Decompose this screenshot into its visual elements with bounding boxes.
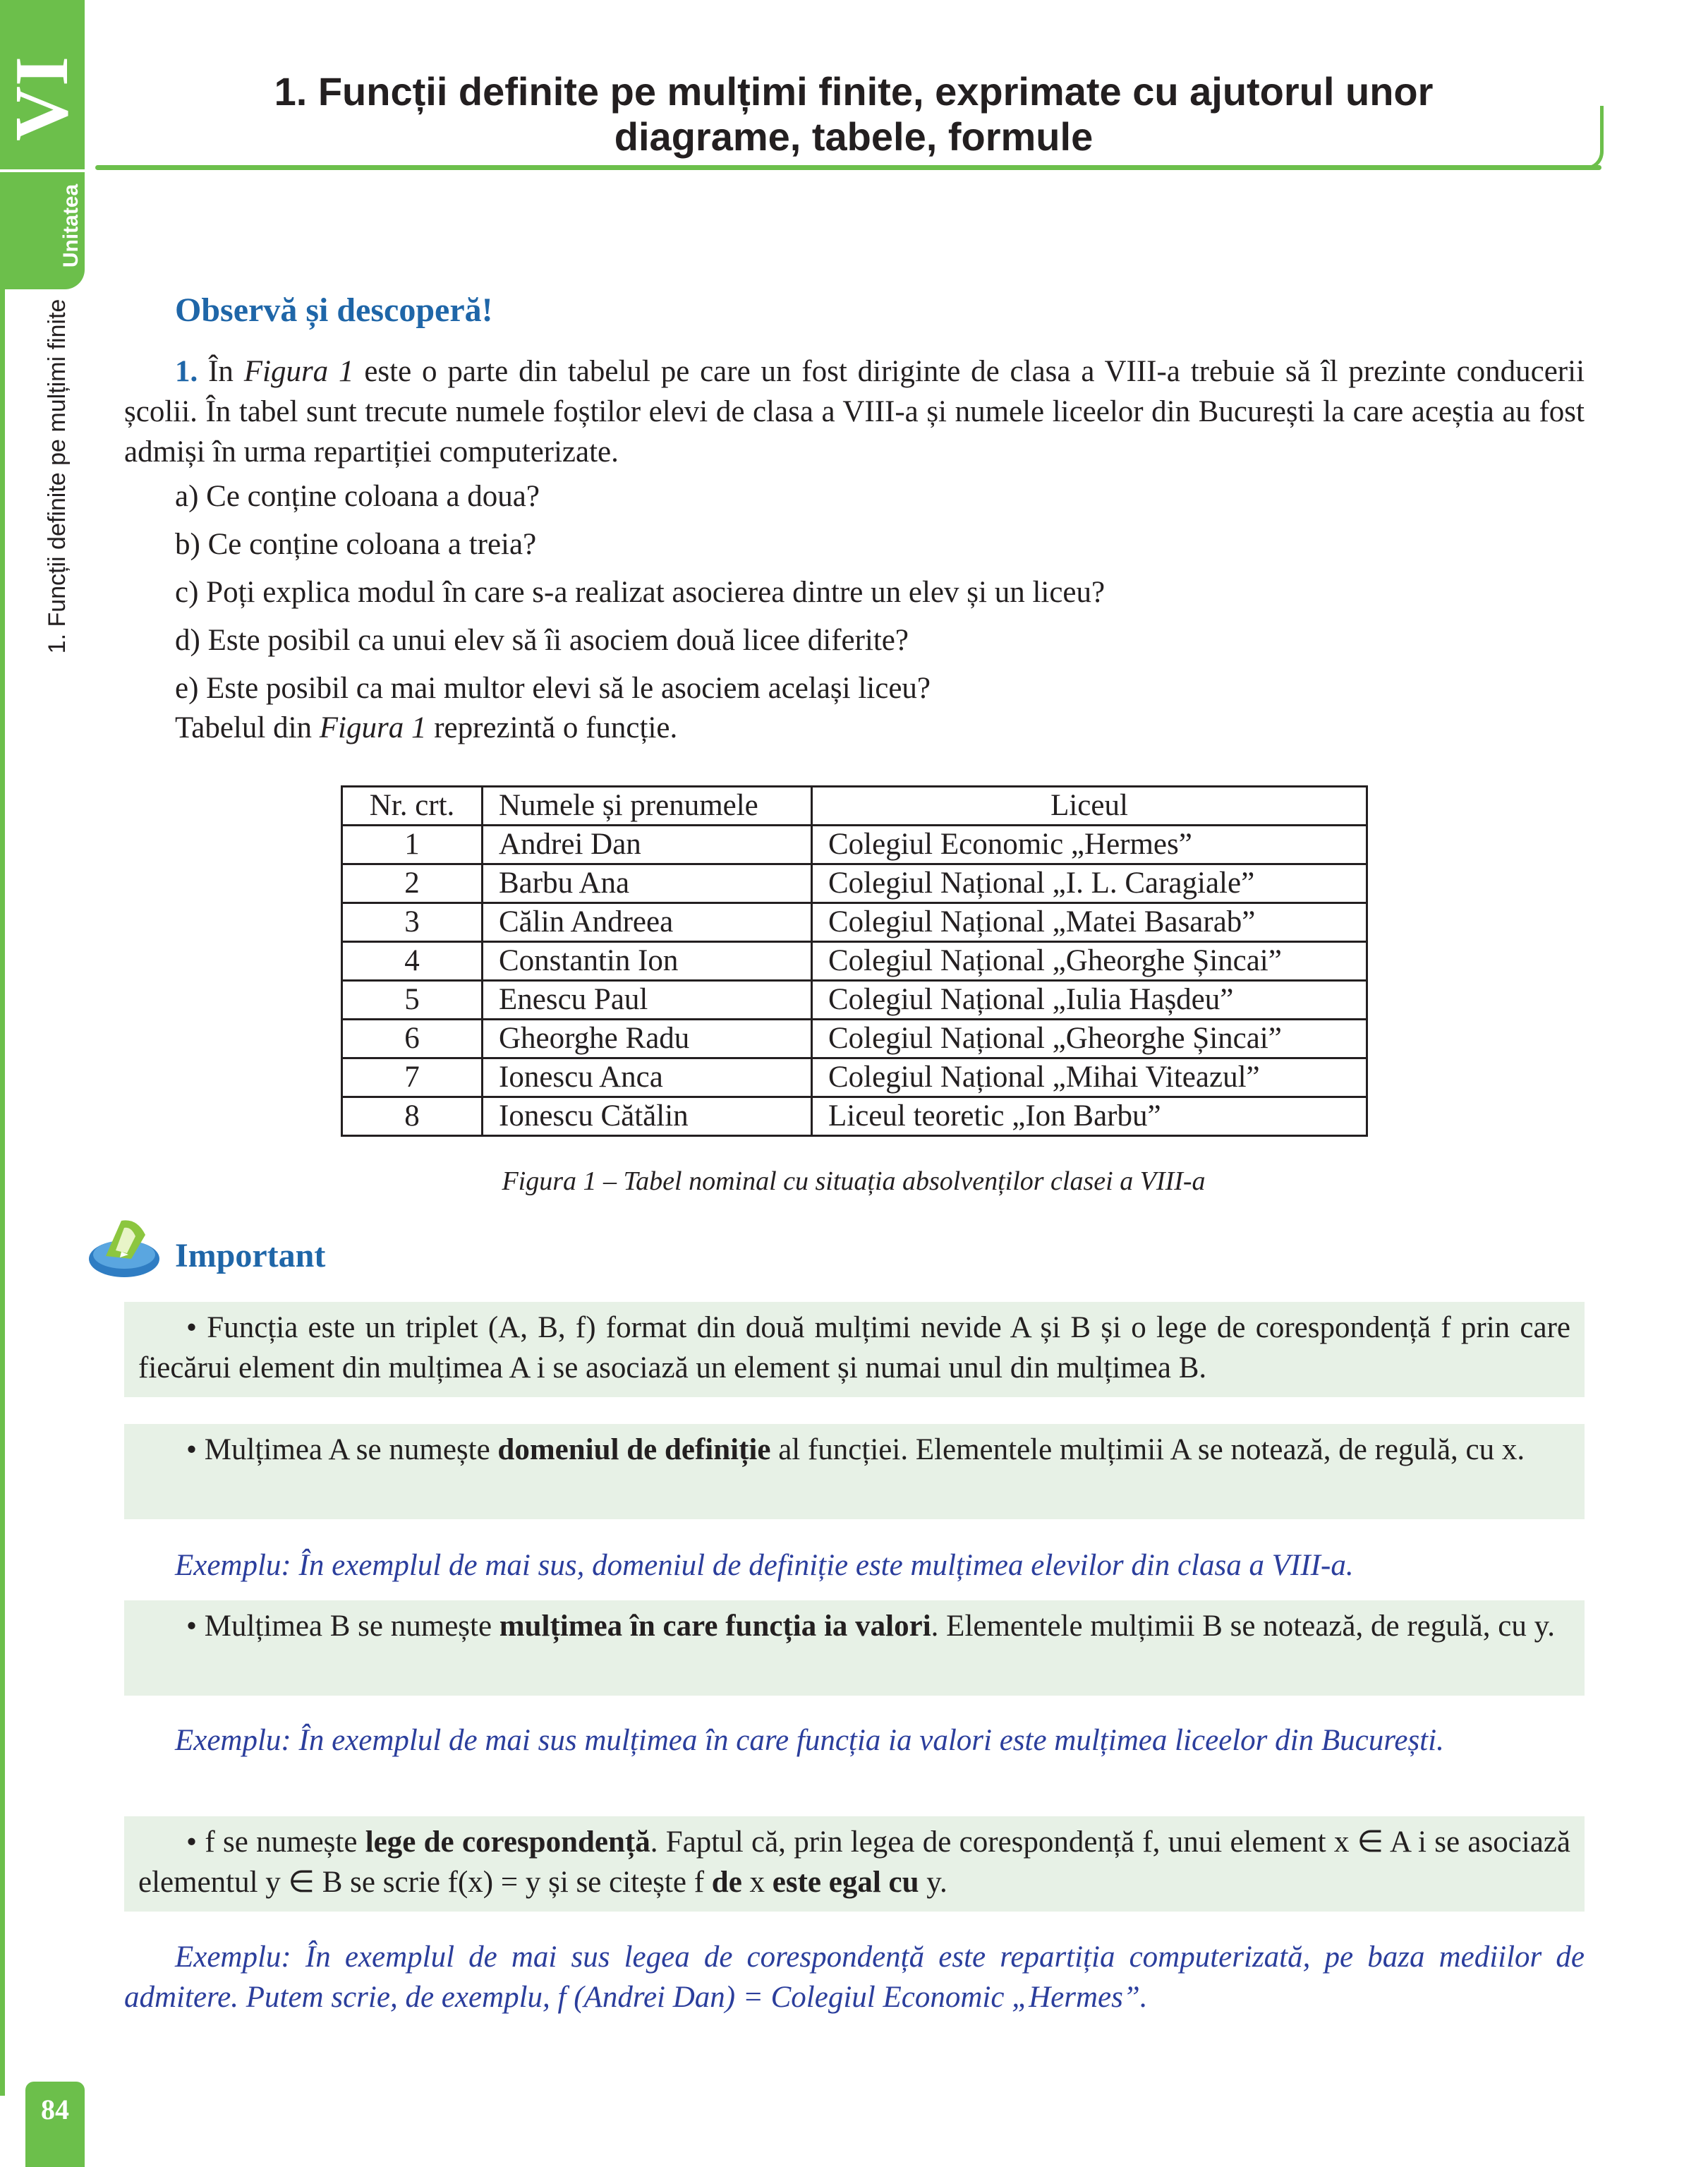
- table-row: [342, 1097, 1367, 1136]
- domain-text-a: • Mulțimea A se numește: [186, 1433, 498, 1466]
- cell-name: Ionescu Anca: [483, 1058, 812, 1097]
- cell-nr: 7: [342, 1058, 483, 1097]
- correspondence-equal: este egal cu: [772, 1866, 919, 1899]
- cell-name: Constantin Ion: [483, 942, 812, 981]
- header-name: Numele și prenumele: [483, 787, 812, 826]
- observe-heading: Observă și descoperă!: [175, 291, 493, 329]
- page-number: 84: [25, 2082, 85, 2167]
- title-underline: [95, 165, 1601, 170]
- example-codomain: Exemplu: În exemplul de mai sus mulțimea în care funcția ia valori este mulțimea liceelor din București.: [175, 1724, 1444, 1757]
- correspondence-text-a: • f se numește: [186, 1825, 365, 1859]
- definition-box-codomain: [124, 1600, 1585, 1696]
- cell-nr: 1: [342, 826, 483, 864]
- correspondence-term: lege de corespondență: [365, 1825, 650, 1859]
- page-title-line-1: 1. Funcții definite pe mulțimi finite, exprimate cu ajutorul unor: [274, 69, 1434, 114]
- unit-tab-divider: [0, 169, 85, 172]
- question-a: a) Ce conține coloana a doua?: [175, 480, 540, 513]
- cell-name: Enescu Paul: [483, 981, 812, 1020]
- domain-text-b: al funcției. Elementele mulțimii A se notează, de regulă, cu x.: [770, 1433, 1525, 1466]
- domain-term: domeniul de definiție: [497, 1433, 771, 1466]
- definition-box-function: • Funcția este un triplet (A, B, f) format din două mulțimi nevide A și B și o lege de corespondență f prin care fiecărui element din mulțimea A i se asociază un element și numai unul din mulțimea B.: [124, 1302, 1585, 1397]
- cell-school: Colegiul Național „Gheorghe Șincai”: [812, 1020, 1367, 1058]
- correspondence-text-b: . Faptul că, prin legea de corespondență f, unui element x ∈ A i se asociază elementul y ∈ B se scrie f(x) = y și se citește f: [138, 1825, 1571, 1899]
- intro-text-b: este o parte din tabelul pe care un fost diriginte de clasa a VIII-a trebuie să îl prezinte conducerii școlii. În tabel sunt trecute numele foștilor elevi de clasa a VIII-a și numele liceelor din București la care aceștia au fost admiși în urma repartiției computerizate.: [124, 355, 1585, 469]
- header-nr: Nr. crt.: [342, 787, 483, 826]
- important-icon: [85, 1215, 169, 1283]
- question-c: c) Poți explica modul în care s-a realizat asocierea dintre un elev și un liceu?: [175, 576, 1106, 609]
- codomain-text-a: • Mulțimea B se numește: [186, 1610, 499, 1643]
- cell-school: Colegiul Național „I. L. Caragiale”: [812, 864, 1367, 903]
- question-d: d) Este posibil ca unui elev să îi asociem două licee diferite?: [175, 624, 909, 657]
- page-title: [183, 69, 1524, 159]
- table-row: [342, 903, 1367, 942]
- codomain-term: mulțimea în care funcția ia valori: [499, 1610, 931, 1643]
- intro-figure-ref: Figura 1: [243, 355, 354, 388]
- conclusion-figure-ref: Figura 1: [319, 711, 427, 744]
- correspondence-text-c: x: [741, 1866, 773, 1899]
- definition-box-domain: [124, 1424, 1585, 1519]
- correspondence-de: de: [711, 1866, 742, 1899]
- example-correspondence: Exemplu: În exemplul de mai sus legea de corespondență este repartiția computerizată, pe baza mediilor de admitere. Putem scrie, de exemplu, f (Andrei Dan) = Colegiul Economic „Hermes”.: [124, 1940, 1585, 2014]
- cell-school: Colegiul Național „Iulia Hașdeu”: [812, 981, 1367, 1020]
- important-heading: Important: [175, 1237, 326, 1274]
- correspondence-text-d: y.: [919, 1866, 947, 1899]
- side-chapter-title: 1. Funcții definite pe mulțimi finite: [44, 298, 71, 654]
- cell-name: Gheorghe Radu: [483, 1020, 812, 1058]
- title-frame-corner: [1579, 106, 1604, 170]
- exercise-number: 1.: [175, 355, 198, 388]
- cell-nr: 3: [342, 903, 483, 942]
- table-caption: Figura 1 – Tabel nominal cu situația absolvenților clasei a VIII-a: [502, 1166, 1206, 1196]
- header-school: Liceul: [812, 787, 1367, 826]
- question-e: e) Este posibil ca mai multor elevi să le asociem același liceu?: [175, 672, 931, 705]
- table-row: [342, 826, 1367, 864]
- intro-text-a: În: [208, 355, 244, 388]
- cell-nr: 8: [342, 1097, 483, 1136]
- students-table: [341, 785, 1368, 1137]
- table-row: [342, 1020, 1367, 1058]
- definition-box-correspondence: [124, 1816, 1585, 1912]
- cell-nr: 4: [342, 942, 483, 981]
- cell-school: Colegiul Național „Matei Basarab”: [812, 903, 1367, 942]
- conclusion: [175, 708, 677, 748]
- cell-name: Barbu Ana: [483, 864, 812, 903]
- cell-name: Ionescu Cătălin: [483, 1097, 812, 1136]
- cell-school: Colegiul Național „Gheorghe Șincai”: [812, 942, 1367, 981]
- cell-school: Colegiul Național „Mihai Viteazul”: [812, 1058, 1367, 1097]
- table-header-row: [342, 787, 1367, 826]
- cell-name: Andrei Dan: [483, 826, 812, 864]
- cell-school: Colegiul Economic „Hermes”: [812, 826, 1367, 864]
- intro-paragraph: [124, 351, 1585, 472]
- table-row: [342, 864, 1367, 903]
- unit-number: VI: [0, 56, 84, 142]
- unit-label: Unitatea: [59, 183, 83, 268]
- cell-name: Călin Andreea: [483, 903, 812, 942]
- cell-school: Liceul teoretic „Ion Barbu”: [812, 1097, 1367, 1136]
- side-rule: [0, 289, 5, 2096]
- example-domain: Exemplu: În exemplul de mai sus, domeniul de definiție este mulțimea elevilor din clasa a VIII-a.: [175, 1549, 1354, 1582]
- table-row: [342, 942, 1367, 981]
- conclusion-text-b: reprezintă o funcție.: [426, 711, 678, 744]
- cell-nr: 5: [342, 981, 483, 1020]
- table-row: [342, 981, 1367, 1020]
- page-title-line-2: diagrame, tabele, formule: [614, 114, 1094, 159]
- codomain-text-b: . Elementele mulțimii B se notează, de regulă, cu y.: [931, 1610, 1556, 1643]
- cell-nr: 2: [342, 864, 483, 903]
- table-row: [342, 1058, 1367, 1097]
- cell-nr: 6: [342, 1020, 483, 1058]
- conclusion-text-a: Tabelul din: [175, 711, 320, 744]
- question-b: b) Ce conține coloana a treia?: [175, 528, 537, 561]
